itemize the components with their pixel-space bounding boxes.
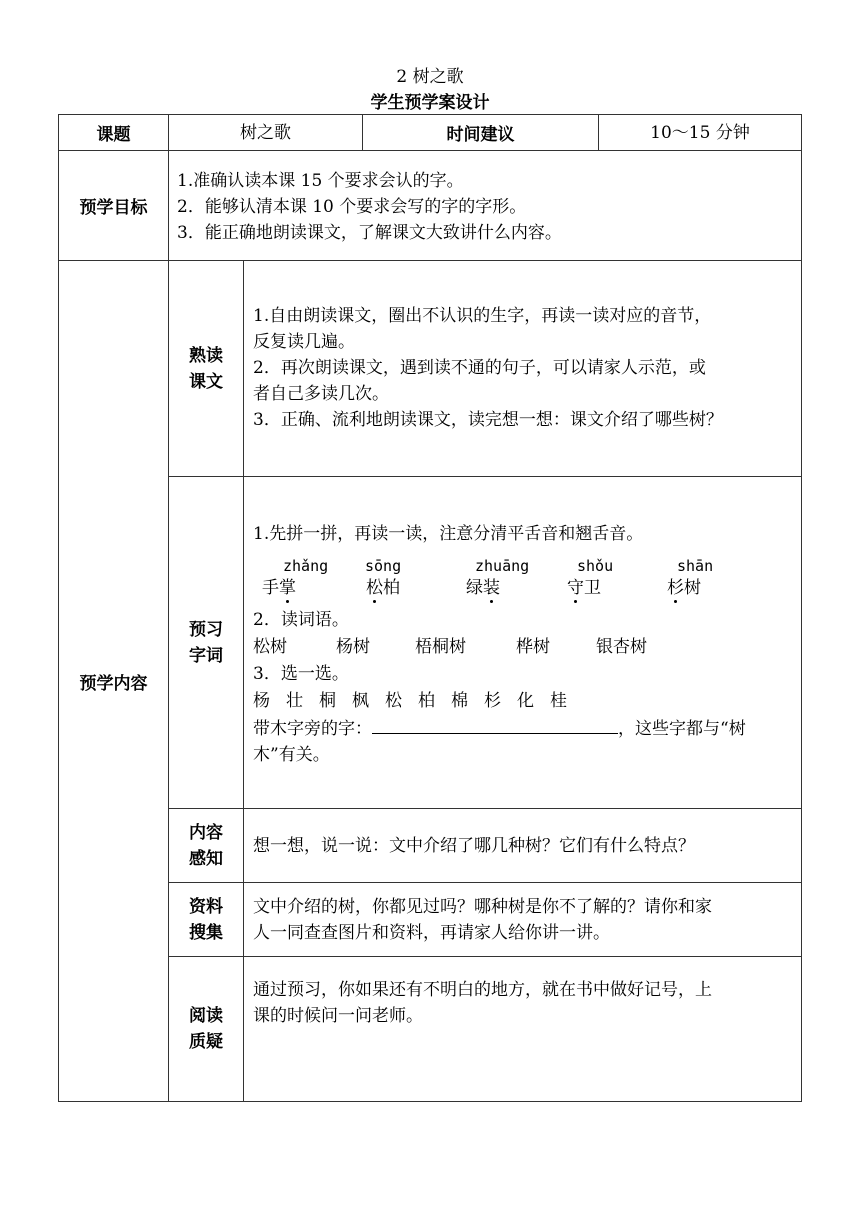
vocab-item: 松树 xyxy=(253,637,287,657)
topic-label-cell xyxy=(58,114,169,151)
pinyin: sōng xyxy=(365,557,402,575)
questions-line: 通过预习，你如果还有不明白的地方，就在书中做好记号，上 xyxy=(253,980,712,1000)
fill-blank-line xyxy=(253,715,746,742)
perception-cell xyxy=(243,808,802,883)
choice-char: 壮 xyxy=(286,691,303,711)
choice-char: 松 xyxy=(385,691,402,711)
content-label: 预学内容 xyxy=(79,673,148,694)
choice-chars xyxy=(253,688,567,714)
perception-label-line2: 感知 xyxy=(189,848,223,869)
choice-char: 柏 xyxy=(418,691,435,711)
read-text-cell xyxy=(243,260,802,477)
fill-suffix: ，这些字都与“树 xyxy=(618,719,746,739)
goal-item: 1.准确认读本课 15 个要求会认的字。 xyxy=(177,171,464,191)
questions-label-cell xyxy=(168,956,244,1102)
word-guard: 守卫 xyxy=(567,578,601,598)
research-label-line2: 搜集 xyxy=(189,922,223,943)
topic-label: 课题 xyxy=(96,125,131,145)
words-label-line1: 预习 xyxy=(189,619,223,640)
content-label-cell xyxy=(58,260,169,1102)
perception-label-line1: 内容 xyxy=(189,822,223,843)
pinyin: zhuāng xyxy=(475,557,530,575)
vocab-item: 银杏树 xyxy=(596,637,647,657)
vocab-item: 梧桐树 xyxy=(415,637,466,657)
read-text-line: 反复读几遍。 xyxy=(253,332,355,352)
research-label-line1: 资料 xyxy=(189,896,223,917)
research-cell xyxy=(243,882,802,957)
goal-item: 3．能正确地朗读课文，了解课文大致讲什么内容。 xyxy=(177,223,562,243)
pinyin: zhǎng xyxy=(283,557,329,575)
answer-blank[interactable] xyxy=(372,715,618,734)
choice-char: 棉 xyxy=(451,691,468,711)
fill-line2: 木”有关。 xyxy=(253,745,330,765)
fill-prefix: 带木字旁的字： xyxy=(253,719,372,739)
word-pine-cypress: 松柏 xyxy=(366,578,400,598)
read-text-label-cell xyxy=(168,260,244,477)
choice-char: 杨 xyxy=(253,691,270,711)
word-hand-palm: 手掌 xyxy=(262,578,296,598)
research-line: 文中介绍的树，你都见过吗？哪种树是你不了解的？请你和家 xyxy=(253,897,712,917)
words-label-line2: 字词 xyxy=(189,645,223,666)
read-text-line: 者自己多读几次。 xyxy=(253,384,389,404)
read-text-line: 3．正确、流利地朗读课文，读完想一想：课文介绍了哪些树？ xyxy=(253,410,723,430)
worksheet-subtitle: 学生预学案设计 xyxy=(370,93,490,113)
time-value-cell xyxy=(598,114,802,151)
topic-value: 树之歌 xyxy=(240,122,291,143)
perception-label-cell xyxy=(168,808,244,883)
word-fir-tree: 杉树 xyxy=(667,578,701,598)
choice-char: 化 xyxy=(517,691,534,711)
words-cell xyxy=(243,476,802,809)
research-line: 人一同查查图片和资料，再请家人给你讲一讲。 xyxy=(253,923,610,943)
goals-label: 预学目标 xyxy=(79,198,148,218)
goal-item: 2．能够认清本课 10 个要求会写的字的字形。 xyxy=(177,197,527,217)
read-text-label-line2: 课文 xyxy=(189,371,223,392)
lesson-title: 2 树之歌 xyxy=(396,67,464,87)
word-green-dress: 绿装 xyxy=(466,578,500,598)
time-value: 10～15 分钟 xyxy=(650,122,750,143)
words-label-cell xyxy=(168,476,244,809)
pinyin: shǒu xyxy=(577,557,614,575)
time-label: 时间建议 xyxy=(446,125,515,145)
vocab-item: 桦树 xyxy=(516,637,550,657)
questions-label-line2: 质疑 xyxy=(189,1032,223,1052)
choice-char: 杉 xyxy=(484,691,501,711)
goals-label-cell xyxy=(58,150,169,261)
goals-cell xyxy=(168,150,802,261)
words-step3: 3．选一选。 xyxy=(253,664,349,684)
time-label-cell xyxy=(362,114,599,151)
perception-text: 想一想，说一说：文中介绍了哪几种树？它们有什么特点？ xyxy=(253,835,695,856)
pinyin: shān xyxy=(677,557,714,575)
questions-label-line1: 阅读 xyxy=(189,1006,223,1026)
read-text-label-line1: 熟读 xyxy=(189,345,223,366)
choice-char: 桂 xyxy=(550,691,567,711)
read-text-line: 1.自由朗读课文，圈出不认识的生字，再读一读对应的音节， xyxy=(253,306,712,326)
words-step2: 2．读词语。 xyxy=(253,610,349,630)
questions-line: 课的时候问一问老师。 xyxy=(253,1006,423,1026)
choice-char: 桐 xyxy=(319,691,336,711)
topic-value-cell xyxy=(168,114,363,151)
vocab-item: 杨树 xyxy=(336,637,370,657)
research-label-cell xyxy=(168,882,244,957)
words-step1: 1.先拼一拼，再读一读，注意分清平舌音和翘舌音。 xyxy=(253,524,644,544)
choice-char: 枫 xyxy=(352,691,369,711)
read-text-line: 2．再次朗读课文，遇到读不通的句子，可以请家人示范，或 xyxy=(253,358,706,378)
questions-cell xyxy=(243,956,802,1102)
